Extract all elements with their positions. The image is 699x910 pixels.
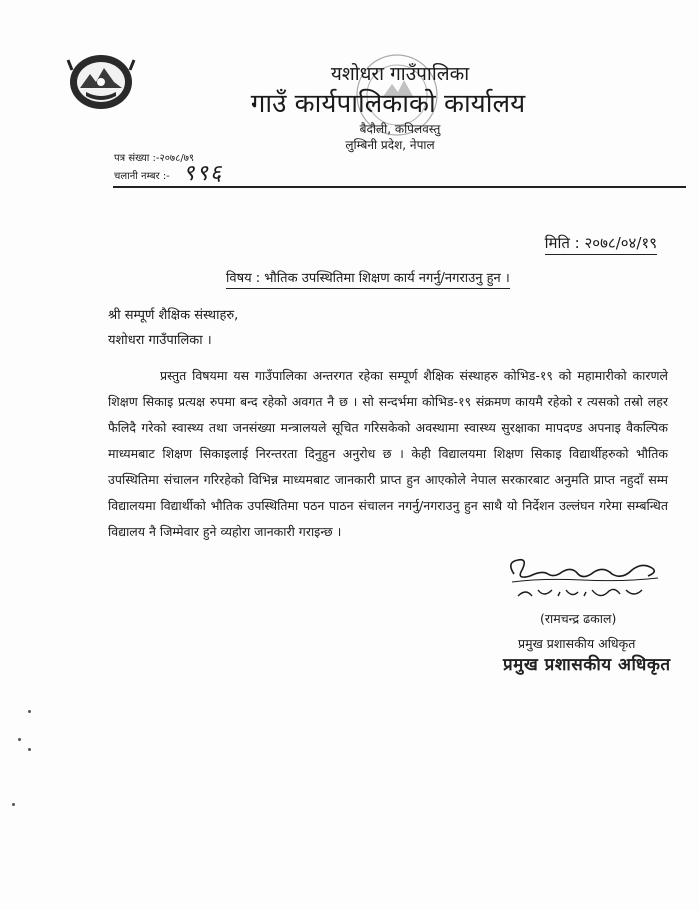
letter-subject: विषय : भौतिक उपस्थितिमा शिक्षण कार्य नगर्नु/नगराउनु हुन । (226, 268, 510, 289)
scan-speck (12, 803, 15, 806)
handwritten-signature (502, 552, 662, 608)
recipient-line-2: यशोधरा गाउँपालिका । (108, 333, 212, 348)
letter-date: मिति : २०७८/०४/१९ (545, 233, 657, 255)
nepal-emblem-icon (66, 52, 136, 112)
scan-speck (18, 738, 21, 741)
scan-speck (28, 710, 31, 713)
dispatch-number-label: चलानी नम्बर :- (114, 171, 170, 182)
designation-stamp: प्रमुख प्रशासकीय अधिकृत (503, 655, 671, 675)
letter-body: प्रस्तुत विषयमा यस गाउँपालिका अन्तरगत रहेका सम्पूर्ण शैक्षिक संस्थाहरु कोभिड-१९ को महामारीको कारणले शिक्षण सिकाइ प्रत्यक्ष रुपमा बन्द रहेको अवगत नै छ । सो सन्दर्भमा कोभिड-१९ संक्रमण कायमै रहेको र त्यसको तस्रो लहर फैलिदै गरेको स्वास्थ्य तथा जनसंख्या मन्त्रालयले सूचित गरिसकेको अवस्थामा स्वास्थ्य सुरक्षाका मापदण्ड अपनाइ वैकल्पिक माध्यमबाट शिक्षण सिकाइलाई निरन्तरता दिनुहुन अनुरोध छ । केही विद्यालयमा शिक्षण सिकाइ विद्यार्थीहरुको भौतिक उपस्थितिमा संचालन गरिरहेको विभिन्न माध्यमबाट जानकारी प्राप्त हुन आएकोले नेपाल सरकारबाट अनुमति प्राप्त नहुदाँ सम्म विद्यालयमा विद्यार्थीको भौतिक उपस्थितिमा पठन पाठन संचालन नगर्नु/नगराउनु हुन साथै यो निर्देशन उल्लंघन गरेमा सम्बन्धित विद्यालय नै जिम्मेवार हुने व्यहोरा जानकारी गराइन्छ । (108, 368, 668, 539)
municipality-name: यशोधरा गाउँपालिका (330, 63, 470, 85)
recipient-line-1: श्री सम्पूर्ण शैक्षिक संस्थाहरु, (108, 308, 239, 323)
letter-number: पत्र संख्या :-२०७८/७९ (114, 153, 195, 164)
scan-speck (28, 748, 31, 751)
address-line-2: लुम्बिनी प्रदेश, नेपाल (345, 138, 435, 152)
signatory-title: प्रमुख प्रशासकीय अधिकृत (518, 636, 636, 651)
address-line-1: बैदौली, कपिलवस्तु (359, 122, 441, 136)
header-divider (113, 186, 686, 188)
office-name: गाउँ कार्यपालिकाको कार्यालय (250, 89, 526, 119)
signatory-name: (रामचन्द्र ढकाल) (540, 611, 617, 626)
dispatch-number-value: ९९६ (183, 161, 224, 186)
